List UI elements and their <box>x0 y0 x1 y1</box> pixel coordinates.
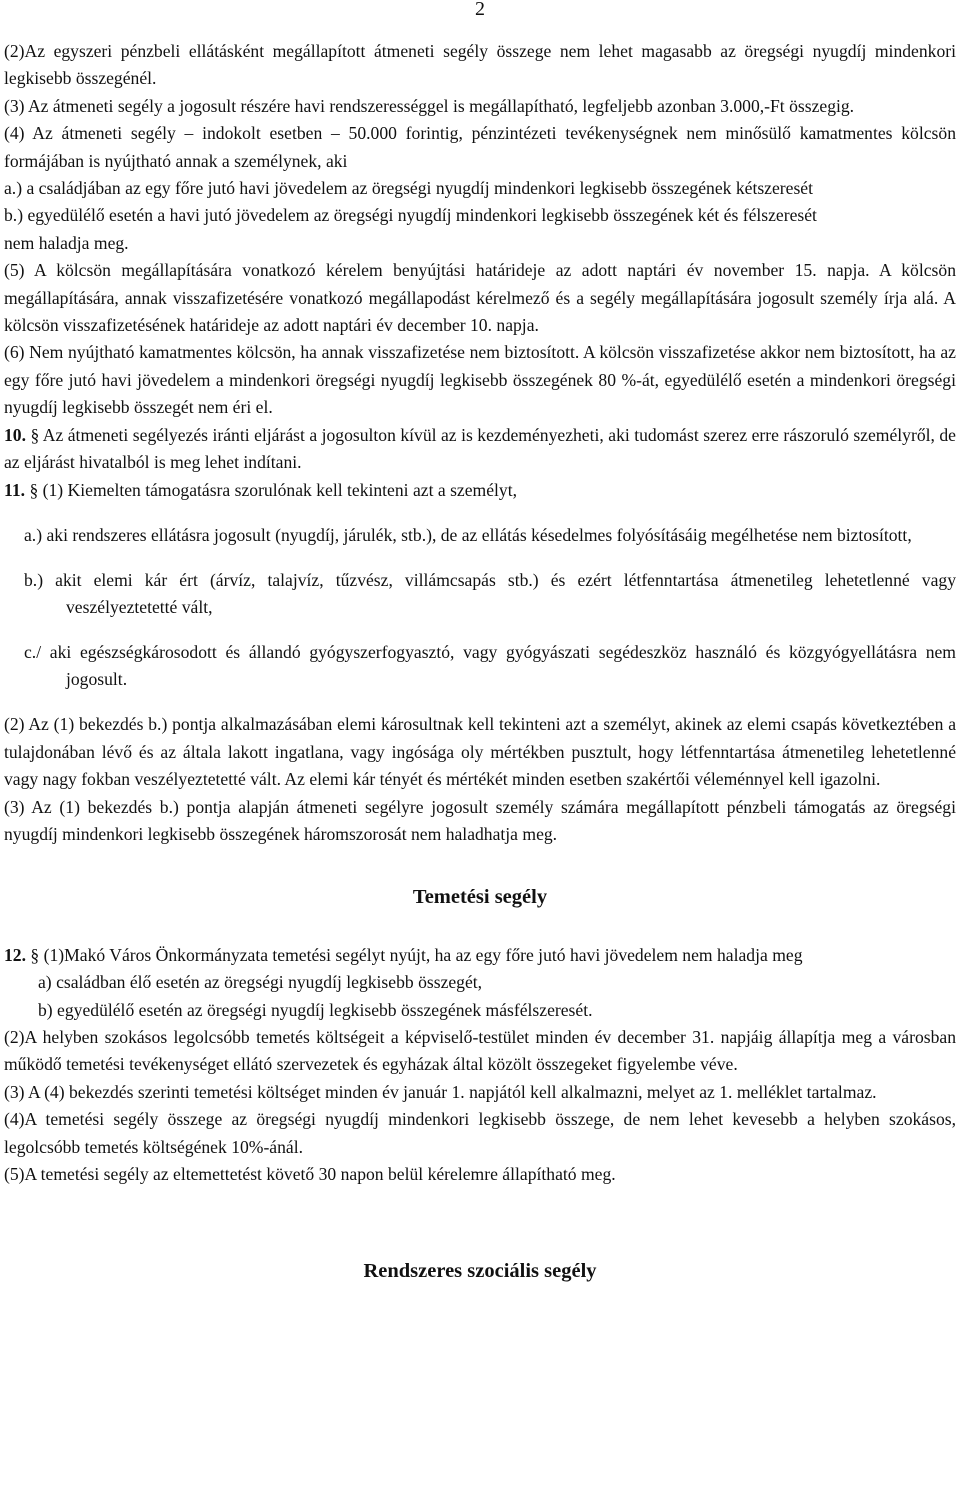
heading-temetesi-segely: Temetési segély <box>412 886 548 909</box>
document-body <box>4 38 956 1286</box>
paragraph-4b: b.) egyedülélő esetén a havi jutó jövedelem az öregségi nyugdíj mindenkori legkisebb összegének két és félszeresét <box>4 205 817 226</box>
section-12-item-b: b) egyedülélő esetén az öregségi nyugdíj legkisebb összegének másfélszeresét. <box>38 999 593 1020</box>
paragraph-6: (6) Nem nyújtható kamatmentes kölcsön, ha annak visszafizetése nem biztosított. A kölcsön visszafizetése akkor nem biztosított, ha az egy főre jutó havi jövedelem a mindenkori öregségi nyugdíj legkisebb összegének 80 %-át, egyedülélő esetén a mindenkori öregségi nyugdíj legkisebb összegét nem éri el. <box>4 342 956 418</box>
paragraph-2: (2)Az egyszeri pénzbeli ellátásként megállapított átmeneti segély összege nem lehet magasabb az öregségi nyugdíj mindenkori legkisebb összegénél. <box>4 41 956 89</box>
section-12-item-a: a) családban élő esetén az öregségi nyugdíj legkisebb összegét, <box>38 972 483 993</box>
paragraph-3: (3) Az átmeneti segély a jogosult részére havi rendszerességgel is megállapítható, legfeljebb azonban 3.000,-Ft összegig. <box>4 95 855 116</box>
section-12-paragraph-2: (2)A helyben szokásos legolcsóbb temetés költségeit a képviselő-testület minden év december 31. napjáig állapítja meg a városban működő temetési tevékenységet ellátó szervezetek és egyházak által közölt összegeket figyelembe véve. <box>4 1026 956 1075</box>
section-11-item-a: a.) aki rendszeres ellátásra jogosult (nyugdíj, járulék, stb.), de az ellátás késedelmes folyósításáig megélhetése nem biztosított, <box>24 524 912 545</box>
section-12-paragraph-5: (5)A temetési segély az eltemettetést követő 30 napon belül kérelemre állapítható meg. <box>4 1164 616 1184</box>
section-11-number: 11. <box>4 479 26 500</box>
section-11-paragraph-2: (2) Az (1) bekezdés b.) pontja alkalmazásában elemi károsultnak kell tekinteni azt a személyt, akinek az elemi csapás következtében a tulajdonában lévő és az általa lakott ingatlana, vagy ingósága oly mértékben pusztult, hogy létfenntartása átmenetileg lehetetlenné vagy nagy fokban veszélyeztetetté vált. Az elemi kár tényét és mértékét minden esetben szakértői véleménnyel kell igazolni. <box>4 714 956 790</box>
section-11 <box>4 477 956 504</box>
paragraph-4-end: nem haladja meg. <box>4 232 129 253</box>
page-number: 2 <box>475 0 485 20</box>
paragraph-4a: a.) a családjában az egy főre jutó havi jövedelem az öregségi nyugdíj mindenkori legkisebb összegének kétszeresét <box>4 178 814 199</box>
section-11-text: § (1) Kiemelten támogatásra szorulónak kell tekinteni azt a személyt, <box>29 479 517 500</box>
paragraph-4: (4) Az átmeneti segély – indokolt esetben – 50.000 forintig, pénzintézeti tevékenységnek nem minősülő kamatmentes kölcsön formájában is nyújtható annak a személynek, aki <box>4 123 956 171</box>
section-12 <box>4 942 956 969</box>
section-11-item-b: b.) akit elemi kár ért (árvíz, talajvíz, tűzvész, villámcsapás stb.) és ezért létfenntartása átmenetileg lehetetlenné vagy veszélyeztetetté vált, <box>24 569 956 617</box>
heading-rendszeres-szocialis-segely: Rendszeres szociális segély <box>363 1260 597 1283</box>
section-10 <box>4 422 956 477</box>
section-12-paragraph-4: (4)A temetési segély összege az öregségi nyugdíj mindenkori legkisebb összege, de nem lehet kevesebb a helyben szokásos, legolcsóbb temetés költségének 10%-ánál. <box>4 1109 956 1157</box>
section-12-text: § (1)Makó Város Önkormányzata temetési segélyt nyújt, ha az egy főre jutó havi jövedelem nem haladja meg <box>30 944 803 965</box>
section-11-item-c: c./ aki egészségkárosodott és állandó gyógyszerfogyasztó, vagy gyógyászati segédeszköz használó és közgyógyellátásra nem jogosult. <box>24 641 956 690</box>
section-10-text: § Az átmeneti segélyezés iránti eljárást a jogosulton kívül az is kezdeményezheti, aki tudomást szerez erre rászoruló személyről, de az eljárást hivatalból is meg lehet indítani. <box>4 424 956 473</box>
section-10-number: 10. <box>4 424 26 445</box>
section-11-paragraph-3: (3) Az (1) bekezdés b.) pontja alapján átmeneti segélyre jogosult személy számára megállapított pénzbeli támogatás az öregségi nyugdíj mindenkori legkisebb összegének háromszorosát nem haladhatja meg. <box>4 796 956 844</box>
section-12-number: 12. <box>4 944 26 965</box>
paragraph-5: (5) A kölcsön megállapítására vonatkozó kérelem benyújtási határideje az adott naptári év november 15. napja. A kölcsön megállapítására, annak visszafizetésére vonatkozó megállapodást kérelmező és a segély megállapítására jogosult személy írja alá. A kölcsön visszafizetésének határideje az adott naptári év december 10. napja. <box>4 260 956 336</box>
section-12-paragraph-3: (3) A (4) bekezdés szerinti temetési költséget minden év január 1. napjától kell alkalmazni, melyet az 1. melléklet tartalmaz. <box>4 1081 877 1102</box>
